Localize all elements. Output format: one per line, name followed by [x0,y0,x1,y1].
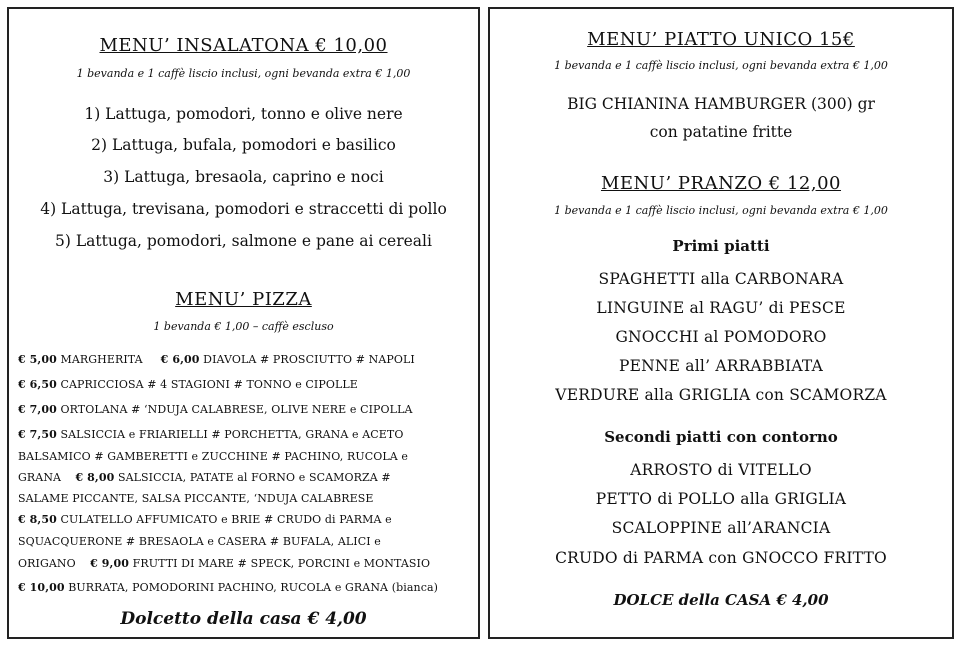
pizza-line [18,513,474,526]
insalatona-item: 4) Lattuga, trevisana, pomodori e straccetti di pollo [40,200,447,218]
insalatona-item: 5) Lattuga, pomodori, salmone e pane ai cereali [55,232,432,250]
pizza-price: € 6,50 [18,378,57,391]
pizza-dessert: Dolcetto della casa € 4,00 [120,609,367,629]
pizza-text: ORIGANO [18,557,91,570]
pizza-price: € 10,00 [18,581,65,594]
pizza-line [18,450,474,463]
secondi-item: PETTO di POLLO alla GRIGLIA [595,490,847,508]
piatto-unico-note: 1 bevanda e 1 caffè liscio inclusi, ogni bevanda extra € 1,00 [554,59,888,72]
primi-item: PENNE all’ ARRABBIATA [619,357,823,375]
pizza-line [18,581,474,594]
insalatona-note: 1 bevanda e 1 caffè liscio inclusi, ogni bevanda extra € 1,00 [76,67,411,80]
pizza-line [18,403,474,416]
pizza-price: € 5,00 [18,353,57,366]
pizza-price: € 8,00 [75,471,115,484]
pizza-text: BALSAMICO # GAMBERETTI e ZUCCHINE # PACHINO, RUCOLA e [18,450,408,463]
pizza-title: MENU’ PIZZA [175,289,312,310]
primi-item: VERDURE alla GRIGLIA con SCAMORZA [555,386,887,404]
pizza-text: CULATELLO AFFUMICATO e BRIE # CRUDO di PARMA e [56,513,392,526]
piatto-unico-side: con patatine fritte [649,123,793,141]
insalatona-item: 1) Lattuga, pomodori, tonno e olive nere [84,105,403,123]
pizza-price: € 8,50 [18,513,57,526]
pizza-text: FRUTTI DI MARE # SPECK, PORCINI e MONTASIO [128,557,431,570]
pizza-note: 1 bevanda € 1,00 – caffè escluso [153,320,334,333]
secondi-heading: Secondi piatti con contorno [604,428,838,446]
insalatona-item: 3) Lattuga, bresaola, caprino e noci [103,168,384,186]
secondi-item: ARROSTO di VITELLO [630,461,812,479]
pizza-line [18,378,474,391]
pizza-text: GRANA [18,471,76,484]
secondi-item: CRUDO di PARMA con GNOCCO FRITTO [555,549,887,567]
primi-heading: Primi piatti [672,237,770,255]
pizza-text: ORTOLANA # ‘NDUJA CALABRESE, OLIVE NERE e CIPOLLA [56,403,413,416]
pizza-price: € 7,00 [18,403,57,416]
pranzo-dessert: DOLCE della CASA € 4,00 [613,591,829,609]
primi-item: GNOCCHI al POMODORO [615,328,827,346]
piatto-unico-title: MENU’ PIATTO UNICO 15€ [587,29,855,50]
pizza-text: SALAME PICCANTE, SALSA PICCANTE, ‘NDUJA CALABRESE [18,492,374,505]
pizza-text: SQUACQUERONE # BRESAOLA e CASERA # BUFALA, ALICI e [18,535,381,548]
pizza-line [18,557,474,570]
pizza-line [18,353,474,366]
pizza-text: SALSICCIA, PATATE al FORNO e SCAMORZA # [114,471,391,484]
insalatona-title: MENU’ INSALATONA € 10,00 [99,35,388,56]
pizza-line [18,428,474,441]
pizza-line [18,492,474,505]
pizza-text: BURRATA, POMODORINI PACHINO, RUCOLA e GRANA (bianca) [64,581,439,594]
insalatona-item: 2) Lattuga, bufala, pomodori e basilico [91,136,396,154]
primi-item: LINGUINE al RAGU’ di PESCE [596,299,846,317]
pizza-text: CAPRICCIOSA # 4 STAGIONI # TONNO e CIPOLLE [56,378,358,391]
primi-item: SPAGHETTI alla CARBONARA [598,270,844,288]
pizza-price: € 7,50 [18,428,57,441]
menu-panel-right [488,7,954,639]
pizza-line [18,471,474,484]
pranzo-note: 1 bevanda e 1 caffè liscio inclusi, ogni bevanda extra € 1,00 [554,204,888,217]
piatto-unico-dish: BIG CHIANINA HAMBURGER (300) gr [567,95,875,113]
pizza-line [18,535,474,548]
pizza-price: € 6,00 [160,353,200,366]
menu-panel-left [7,7,480,639]
pranzo-title: MENU’ PRANZO € 12,00 [600,173,842,194]
pizza-text: SALSICCIA e FRIARIELLI # PORCHETTA, GRANA e ACETO [56,428,404,441]
pizza-price: € 9,00 [90,557,129,570]
secondi-item: SCALOPPINE all’ARANCIA [611,519,831,537]
pizza-text: MARGHERITA [56,353,161,366]
pizza-text: DIAVOLA # PROSCIUTTO # NAPOLI [199,353,415,366]
